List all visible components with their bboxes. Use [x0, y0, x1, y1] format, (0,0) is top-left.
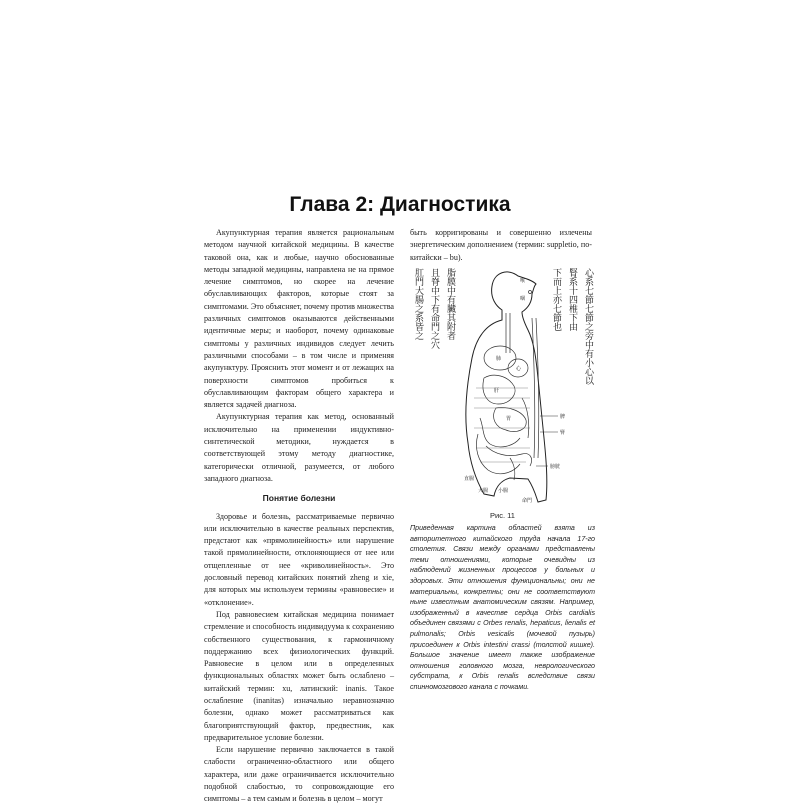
left-column [204, 227, 394, 806]
cjk-column: 腎系十四椎下由 [567, 268, 577, 331]
paragraph: Здоровье и болезнь, рассматриваемые первично или исключительно в качестве реальных перспектив, предстают как «прямолинейность» или нарушение такой прямолинейности, отклоняющиеся от нее или отщепленные от нее «криволинейность». Это дословный перевод китайских понятий zheng и xie, для которых мы используем термины «равновесие» и «отклонение». [204, 511, 394, 607]
organ-label: 心 [516, 366, 522, 372]
cjk-column: 心系七節七節之旁中有小心以 [583, 268, 593, 385]
chapter-title: Глава 2: Диагностика [289, 193, 511, 216]
organ-label: 胃 [506, 416, 512, 422]
paragraph: быть корригированы и совершенно излечены энергетическим дополнением (термин: suppletio, по-китайски – bu). [410, 228, 592, 262]
cjk-column: 下而上亦七節也 [551, 268, 561, 331]
figure-caption: Приведенная картина областей взята из авторитетного китайского труда начала 17-го столетия. Связи между органами представлены теми отношениями, которые очевидны из наблюдений жизненных процессов у больных и здоровых. Эти отношения функциональны; они не материальны, конкретны; они не соответствуют ныне известным анатомическим связям. Например, изображенный в качестве сердца Orbis cardialis объединен связями с Orbes renalis, hepaticus, lienalis et pulmonalis; Orbis vesicalis (мочевой пузырь) присоединен к Orbis intestini crassi (толстой кишке). Большое значение имеет также изображение отношения головного мозга, неврологического субстрата, к Orbis renalis вследствие связи спинномозгового канала с почками. [410, 524, 595, 691]
section-heading: Понятие болезни [262, 493, 336, 504]
anatomical-figure [410, 258, 595, 513]
cjk-column: 且脊中下有命門之穴 [429, 268, 439, 349]
paragraph: Если нарушение первично заключается в такой слабости ограниченно-областного или общего характера, или даже ограничивается исключительно подобной слабостью, то сопровождающие его симптомы – а тем самым и болезнь в целом – могут [204, 745, 394, 804]
organ-label: 肝 [494, 388, 500, 394]
paragraph: Акупунктурная терапия как метод, основанный исключительно на применении индуктивно-синтетической методики, нуждается в соответствующей этому методу диагностике, категорически отличной, разумеется, от любого западного диагноза. [204, 412, 394, 483]
paragraph: Акупунктурная терапия является рациональным методом научной китайской медицины. В качестве таковой она, как и любые, научно обоснованные методы западной медицины, направлена не на прямое лечение симптомов, но скорее на лечение обуславливающих факторов, которые стоят за симптомами. Это объясняет, почему против множества различных симптомов оказываются действенными идентичные меры; и наоборот, почему одинаковые симптомы у различных индивидов следует лечить различными способами – в том числе и применяя акупунктуру. Прояснить этот момент и от лежащих на поверхности симптомов пробиться к обуславливающим факторам общего характера и является задачей диагноза. [204, 228, 394, 410]
organ-label: 喉 [520, 278, 526, 284]
organ-label: 膀胱 [550, 464, 561, 470]
organ-label: 脾 [560, 414, 566, 420]
organ-label: 小腸 [498, 488, 509, 494]
organ-label: 腎 [560, 430, 566, 436]
paragraph: Под равновесием китайская медицина понимает стремление и способность индивидуума к сохранению собственного существования, к гармоничному поддержанию всех физиологических функций. Равновесие в целом или в определенных функциональных областях может быть ослаблено – китайский термин: xu, латинский: inanis. Такое ослабление (inanitas) изначально неравнозначно болезни, однако может рассматриваться как благоприятствующий фактор, предвестник, как предварительное условие болезни. [204, 609, 394, 742]
cjk-column: 脂膜中有臟其附者 [445, 268, 455, 340]
organ-label: 直腸 [464, 476, 475, 482]
organ-label: 肺 [496, 356, 502, 362]
organ-label: 咽 [520, 296, 526, 302]
figure-label: Рис. 11 [490, 511, 515, 520]
organ-label: 命門 [522, 498, 533, 504]
organ-label: 大腸 [478, 488, 489, 494]
cjk-column: 肛門大腸之系皆之 [413, 268, 423, 340]
